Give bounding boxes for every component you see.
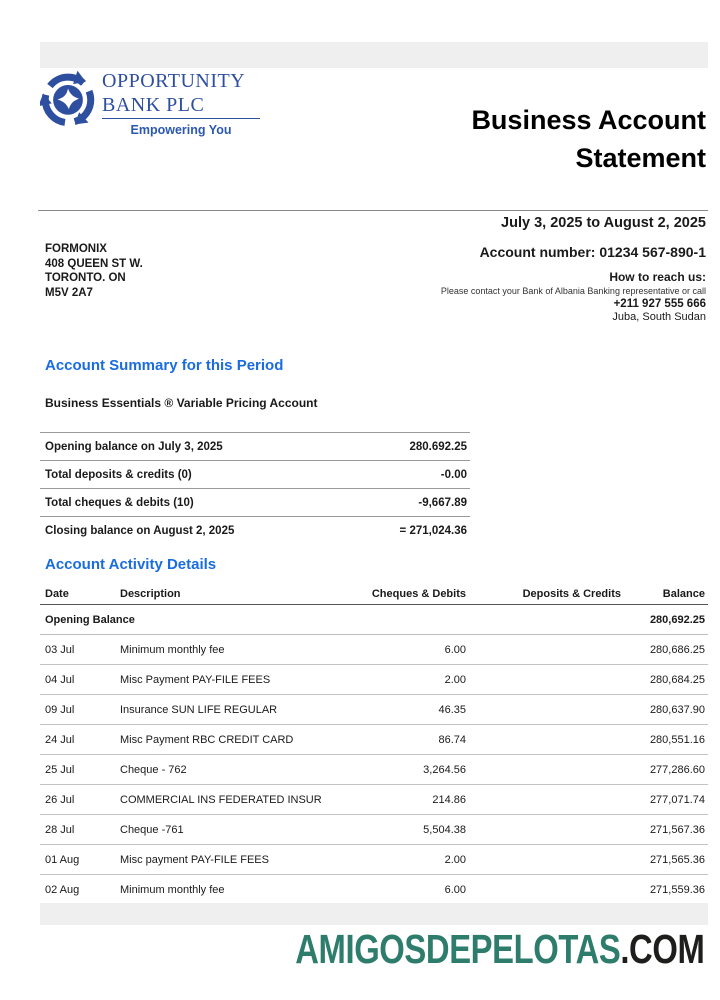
- activity-table-body: [40, 635, 708, 905]
- transaction-balance: 280,637.90: [649, 703, 705, 716]
- footer-brand-name: AMIGOSDEPELOTAS: [294, 926, 620, 972]
- statement-period: July 3, 2025 to August 2, 2025: [501, 215, 706, 231]
- transaction-date: 02 Aug: [45, 883, 80, 896]
- transaction-row: [40, 845, 708, 875]
- transaction-description: Misc Payment RBC CREDIT CARD: [120, 733, 294, 746]
- transaction-description: Misc Payment PAY-FILE FEES: [120, 673, 271, 686]
- transaction-row: [40, 815, 708, 845]
- reach-us-block: [441, 270, 706, 324]
- summary-row-label: Total deposits & credits (0): [45, 468, 192, 481]
- transaction-date: 25 Jul: [45, 763, 75, 776]
- customer-postal: M5V 2A7: [45, 286, 93, 299]
- summary-row-label: Opening balance on July 3, 2025: [45, 440, 223, 453]
- summary-row-label: Closing balance on August 2, 2025: [45, 524, 235, 537]
- summary-row-label: Total cheques & debits (10): [45, 496, 194, 509]
- reach-us-heading: How to reach us:: [609, 270, 706, 284]
- transaction-row: [40, 665, 708, 695]
- opening-balance-label: Opening Balance: [45, 613, 135, 626]
- transaction-description: COMMERCIAL INS FEDERATED INSUR: [120, 793, 322, 806]
- header-divider: [38, 210, 708, 211]
- transaction-debit: 86.74: [438, 733, 466, 746]
- customer-address1: 408 QUEEN ST W.: [45, 257, 143, 270]
- reach-us-instructions: Please contact your Bank of Albania Banking representative or call: [440, 286, 706, 296]
- transaction-balance: 271,567.36: [649, 823, 705, 836]
- reach-us-location: Juba, South Sudan: [612, 311, 706, 323]
- transaction-row: [40, 875, 708, 905]
- transaction-debit: 2.00: [444, 853, 466, 866]
- bank-name-block: [102, 70, 260, 137]
- transaction-description: Minimum monthly fee: [120, 643, 225, 656]
- summary-row-value: 280.692.25: [409, 440, 467, 453]
- transaction-debit: 46.35: [438, 703, 466, 716]
- summary-section-heading: Account Summary for this Period: [45, 357, 284, 374]
- bottom-gray-bar: [40, 903, 708, 925]
- reach-us-phone: +211 927 555 666: [613, 298, 706, 310]
- transaction-date: 09 Jul: [45, 703, 75, 716]
- transaction-date: 28 Jul: [45, 823, 75, 836]
- activity-section-heading: Account Activity Details: [45, 556, 217, 573]
- transaction-balance: 280,551.16: [649, 733, 705, 746]
- column-header-description: Description: [120, 588, 181, 600]
- activity-table-header: [40, 584, 708, 605]
- transaction-row: [40, 785, 708, 815]
- summary-row-value: = 271,024.36: [399, 524, 467, 537]
- top-gray-bar: [40, 42, 708, 68]
- summary-row: [40, 516, 470, 544]
- document-title-line1: Business Account: [471, 105, 706, 135]
- transaction-row: [40, 635, 708, 665]
- transaction-balance: 271,565.36: [649, 853, 705, 866]
- bank-name-line1: OPPORTUNITY: [102, 70, 246, 92]
- bank-tagline: Empowering You: [130, 123, 232, 137]
- transaction-debit: 5,504.38: [423, 823, 466, 836]
- bank-name-line2: BANK PLC: [102, 94, 260, 119]
- column-header-date: Date: [45, 588, 69, 600]
- transaction-debit: 3,264.56: [423, 763, 466, 776]
- customer-name: FORMONIX: [45, 243, 107, 255]
- footer-brand-suffix: .COM: [619, 926, 704, 972]
- transaction-date: 01 Aug: [45, 853, 80, 866]
- transaction-description: Cheque - 762: [120, 763, 187, 776]
- summary-row: [40, 460, 470, 488]
- bank-logo: [40, 70, 260, 137]
- transaction-description: Insurance SUN LIFE REGULAR: [120, 703, 278, 716]
- account-number: Account number: 01234 567-890-1: [479, 244, 706, 260]
- column-header-cheques-debits: Cheques & Debits: [371, 588, 466, 600]
- customer-address-block: [45, 242, 143, 300]
- transaction-debit: 214.86: [432, 793, 466, 806]
- footer-watermark: [295, 926, 704, 973]
- customer-address2: TORONTO. ON: [45, 272, 126, 284]
- summary-row-value: -0.00: [440, 468, 467, 481]
- transaction-description: Cheque -761: [120, 823, 184, 836]
- transaction-date: 04 Jul: [45, 673, 75, 686]
- transaction-debit: 2.00: [444, 673, 466, 686]
- opening-balance-row: [40, 605, 708, 635]
- transaction-row: [40, 755, 708, 785]
- account-activity-table: [40, 584, 708, 905]
- column-header-balance: Balance: [662, 588, 705, 600]
- transaction-debit: 6.00: [444, 643, 466, 656]
- summary-row: [40, 432, 470, 460]
- column-header-deposits-credits: Deposits & Credits: [522, 588, 621, 600]
- transaction-description: Misc payment PAY-FILE FEES: [120, 853, 269, 866]
- transaction-date: 24 Jul: [45, 733, 75, 746]
- transaction-balance: 271,559.36: [649, 883, 705, 896]
- account-product-name: Business Essentials ® Variable Pricing Account: [45, 396, 318, 410]
- transaction-balance: 277,071.74: [649, 793, 705, 806]
- transaction-row: [40, 725, 708, 755]
- transaction-balance: 280,686.25: [649, 643, 705, 656]
- circular-arrows-logo-icon: [40, 70, 96, 128]
- document-title: [471, 101, 706, 177]
- account-summary-table: [40, 432, 470, 544]
- summary-row: [40, 488, 470, 516]
- summary-row-value: -9,667.89: [418, 496, 467, 509]
- document-title-line2: Statement: [575, 143, 706, 173]
- transaction-row: [40, 695, 708, 725]
- transaction-balance: 277,286.60: [649, 763, 705, 776]
- transaction-date: 26 Jul: [45, 793, 75, 806]
- transaction-date: 03 Jul: [45, 643, 75, 656]
- opening-balance-value: 280,692.25: [649, 613, 705, 626]
- transaction-debit: 6.00: [444, 883, 466, 896]
- transaction-balance: 280,684.25: [649, 673, 705, 686]
- transaction-description: Minimum monthly fee: [120, 883, 225, 896]
